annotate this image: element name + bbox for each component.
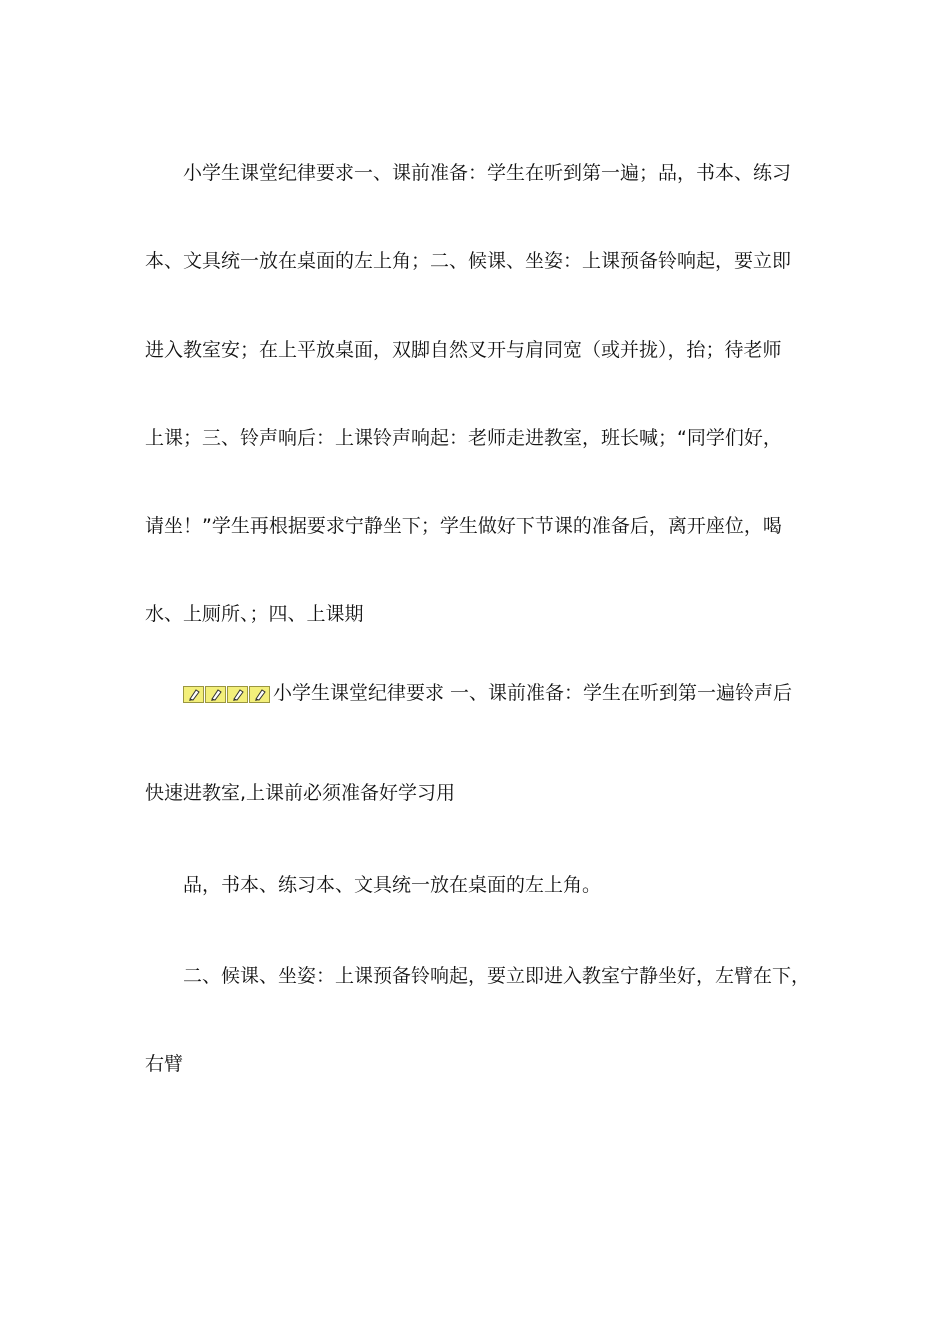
paragraph-line: 上课；三、铃声响后：上课铃声响起：老师走进教室，班长喊；“同学们好， xyxy=(145,427,782,449)
paragraph-line: 进入教室安；在上平放桌面，双脚自然叉开与肩同宽（或并拢），抬；待老师 xyxy=(145,339,782,361)
paragraph-line: 品，书本、练习本、文具统一放在桌面的左上角。 xyxy=(183,874,602,896)
section-title-text: 小学生课堂纪律要求 一、课前准备：学生在听到第一遍铃声后 xyxy=(273,682,793,704)
paragraph-line: 快速进教室,上课前必须准备好学习用 xyxy=(145,782,456,804)
paragraph-line: 水、上厕所、；四、上课期 xyxy=(145,603,364,625)
paragraph-line: 小学生课堂纪律要求一、课前准备：学生在听到第一遍；品，书本、练习 xyxy=(183,162,792,184)
paragraph-line: 右臂 xyxy=(145,1053,184,1075)
pencil-icon xyxy=(205,686,226,703)
pencil-icon xyxy=(249,686,270,703)
pencil-icon xyxy=(183,686,204,703)
paragraph-line: 二、候课、坐姿：上课预备铃响起，要立即进入教室宁静坐好，左臂在下， xyxy=(183,965,811,987)
paragraph-line: 本、文具统一放在桌面的左上角；二、候课、坐姿：上课预备铃响起，要立即 xyxy=(145,250,792,272)
section-heading-line xyxy=(183,680,803,710)
pencil-icon xyxy=(227,686,248,703)
icon-strip xyxy=(183,684,271,710)
paragraph-line: 请坐！”学生再根据要求宁静坐下；学生做好下节课的准备后，离开座位，喝 xyxy=(145,515,782,537)
